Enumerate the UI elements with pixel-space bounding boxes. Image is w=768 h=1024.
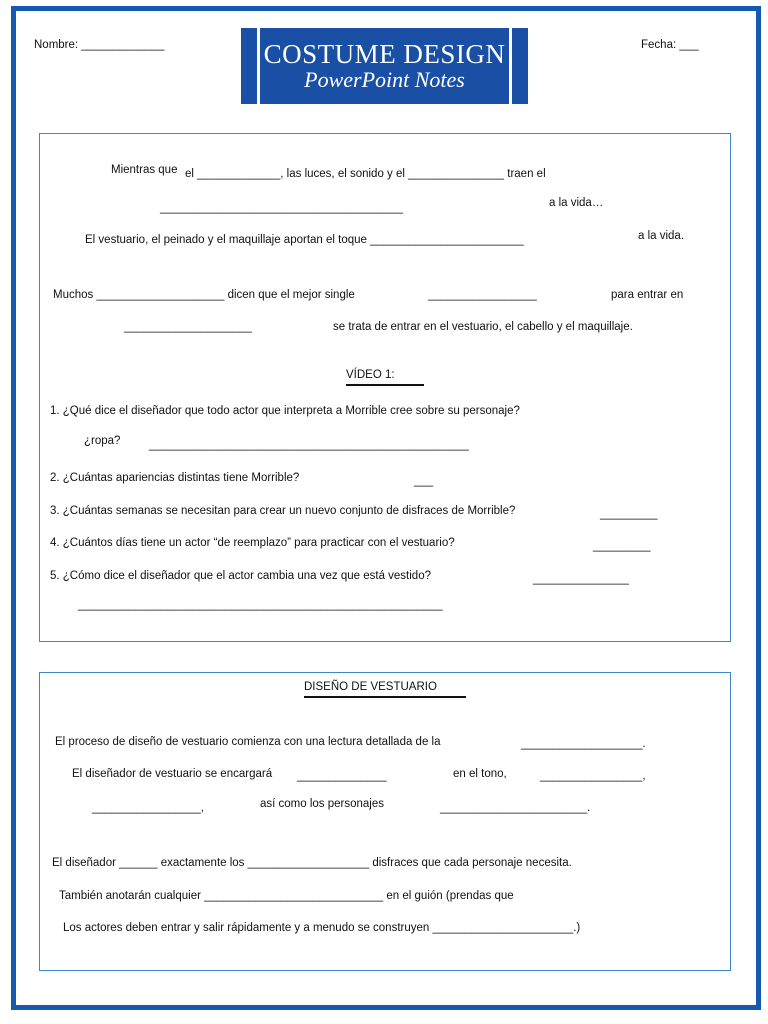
date-field-label: Fecha: ___	[641, 39, 699, 51]
s2-line3-blank2: _______________________.	[440, 802, 591, 814]
s1-line4-blank: _________________	[428, 289, 537, 301]
question-4: 4. ¿Cuántos días tiene un actor “de reemplazo” para practicar con el vestuario?	[50, 537, 455, 549]
s1-line5-blank: ____________________	[124, 321, 252, 333]
s2-line3-blank1: _________________,	[92, 802, 204, 814]
s2-line1-blank: ___________________.	[521, 738, 646, 750]
title-banner	[241, 28, 528, 104]
s1-line1-rest: el _____________, las luces, el sonido y el _______________ traen el	[185, 168, 546, 180]
question-1-sub: ¿ropa?	[84, 435, 121, 447]
banner-subtitle: PowerPoint Notes	[304, 67, 465, 92]
s2-line6: Los actores deben entrar y salir rápidamente y a menudo se construyen ______________________.)	[63, 922, 581, 934]
question-3: 3. ¿Cuántas semanas se necesitan para crear un nuevo conjunto de disfraces de Morrible?	[50, 505, 516, 517]
video-heading-underline	[346, 384, 424, 386]
s1-line2-blank: ______________________________________	[160, 202, 404, 214]
s1-line1-start: Mientras que	[111, 164, 178, 176]
question-1-answer-line: __________________________________________________	[149, 439, 469, 451]
s2-line5: También anotarán cualquier ____________________________ en el guión (prendas que	[59, 890, 514, 902]
s1-line5: se trata de entrar en el vestuario, el cabello y el maquillaje.	[333, 321, 633, 333]
s1-line3: El vestuario, el peinado y el maquillaje aportan el toque ________________________	[85, 234, 524, 246]
s2-line2-blank2: ________________,	[540, 770, 646, 782]
name-field-label: Nombre: _____________	[34, 39, 165, 51]
s2-line2: El diseñador de vestuario se encargará	[72, 768, 273, 780]
s1-line2-end: a la vida…	[549, 197, 604, 209]
s1-line4-end: para entrar en	[611, 289, 684, 301]
costume-design-heading-underline	[304, 696, 466, 698]
banner-title: COSTUME DESIGN	[263, 39, 506, 69]
costume-design-heading: DISEÑO DE VESTUARIO	[304, 681, 437, 693]
video-heading: VÍDEO 1:	[346, 369, 395, 381]
question-2: 2. ¿Cuántas apariencias distintas tiene Morrible?	[50, 472, 300, 484]
s2-line1: El proceso de diseño de vestuario comienza con una lectura detallada de la	[55, 736, 441, 748]
question-5-blank: _______________	[533, 573, 629, 585]
s1-line3-end: a la vida.	[638, 230, 685, 242]
question-5-answer-line: _________________________________________________________	[78, 599, 443, 611]
s1-line4: Muchos ____________________ dicen que el mejor single	[53, 289, 355, 301]
s2-line3: así como los personajes	[260, 798, 385, 810]
question-2-blank: ___	[414, 475, 434, 487]
s2-line4: El diseñador ______ exactamente los ___________________ disfraces que cada personaje necesita.	[52, 857, 572, 869]
s2-line2-blank1: ______________	[297, 770, 387, 782]
question-3-blank: _________	[600, 508, 658, 520]
question-5: 5. ¿Cómo dice el diseñador que el actor cambia una vez que está vestido?	[50, 570, 431, 582]
question-1: 1. ¿Qué dice el diseñador que todo actor que interpreta a Morrible cree sobre su personaje?	[50, 405, 520, 417]
question-4-blank: _________	[593, 540, 651, 552]
s2-line2-mid: en el tono,	[453, 768, 507, 780]
